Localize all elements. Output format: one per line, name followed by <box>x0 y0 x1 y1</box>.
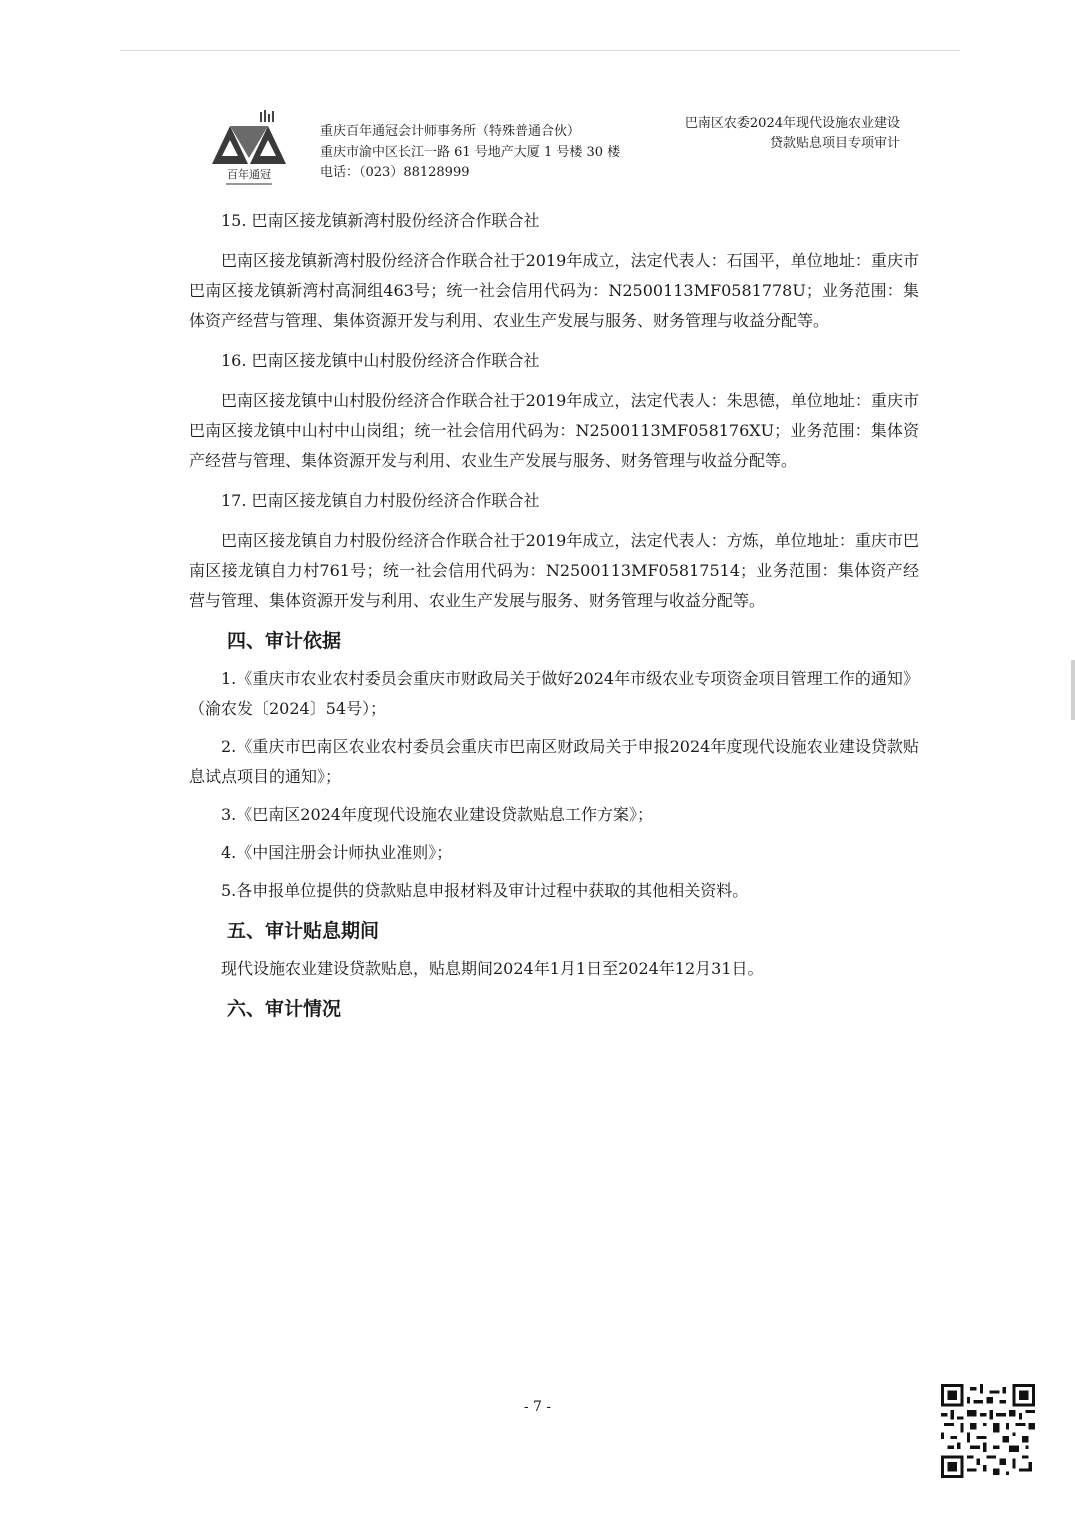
basis-item: 3.《巴南区2024年度现代设施农业建设贷款贴息工作方案》； <box>221 805 653 824</box>
entity-title: 16. 巴南区接龙镇中山村股份经济合作联合社 <box>221 351 540 370</box>
entity-description: 巴南区接龙镇自力村股份经济合作联合社于2019年成立，法定代表人：方炼，单位地址：重庆市巴南区接龙镇自力村761号；统一社会信用代码为：N2500113MF05817514；业务范围：集体资产经营与管理、集体资源开发与利用、农业生产发展与服务、财务管理与收益分配等。 <box>189 531 919 610</box>
basis-item: 5.各申报单位提供的贷款贴息申报材料及审计过程中获取的其他相关资料。 <box>221 881 749 900</box>
project-title-line2: 贷款贴息项目专项审计 <box>769 136 900 151</box>
entity-description: 巴南区接龙镇中山村股份经济合作联合社于2019年成立，法定代表人：朱思德，单位地址：重庆市巴南区接龙镇中山村中山岗组；统一社会信用代码为：N2500113MF058176XU；业务范围：集体资产经营与管理、集体资源开发与利用、农业生产发展与服务、财务管理与收益分配等。 <box>189 391 919 470</box>
scan-edge-mark <box>1071 660 1075 720</box>
entity-description: 巴南区接龙镇新湾村股份经济合作联合社于2019年成立，法定代表人：石国平，单位地址：重庆市巴南区接龙镇新湾村高洞组463号；统一社会信用代码为：N2500113MF0581778U；业务范围：集体资产经营与管理、集体资源开发与利用、农业生产发展与服务、财务管理与收益分配等。 <box>189 251 919 330</box>
section-heading-situation: 六、审计情况 <box>227 998 342 1020</box>
firm-phone: 电话：（023）88128999 <box>320 165 470 180</box>
firm-address: 重庆市渝中区长江一路 61 号地产大厦 1 号楼 30 楼 <box>320 144 621 160</box>
logo-text: 百年通冠 <box>227 168 271 181</box>
entity-title: 17. 巴南区接龙镇自力村股份经济合作联合社 <box>221 491 540 510</box>
section-heading-basis: 四、审计依据 <box>227 630 342 652</box>
letterhead <box>0 108 1075 198</box>
section-heading-period: 五、审计贴息期间 <box>227 920 380 942</box>
basis-item: 1.《重庆市农业农村委员会重庆市财政局关于做好2024年市级农业专项资金项目管理工作的通知》（渝农发〔2024〕54号）； <box>189 669 919 718</box>
firm-info <box>320 122 620 184</box>
document-body <box>189 206 919 1032</box>
qr-code-icon <box>941 1384 1035 1478</box>
page-number: - 7 - <box>523 1399 552 1415</box>
scan-artifact-line <box>120 50 960 51</box>
firm-logo-icon <box>208 108 290 190</box>
project-title-line1: 巴南区农委2024年现代设施农业建设 <box>684 116 900 131</box>
entity-title: 15. 巴南区接龙镇新湾村股份经济合作联合社 <box>221 211 540 230</box>
basis-item: 4.《中国注册会计师执业准则》； <box>221 843 453 862</box>
project-title <box>685 114 900 154</box>
basis-item: 2.《重庆市巴南区农业农村委员会重庆市巴南区财政局关于申报2024年度现代设施农业建设贷款贴息试点项目的通知》； <box>189 737 919 786</box>
firm-name: 重庆百年通冠会计师事务所（特殊普通合伙） <box>320 124 581 139</box>
firm-logo <box>208 108 290 190</box>
qr-code <box>941 1384 1035 1478</box>
period-text: 现代设施农业建设贷款贴息，贴息期间2024年1月1日至2024年12月31日。 <box>221 959 764 978</box>
